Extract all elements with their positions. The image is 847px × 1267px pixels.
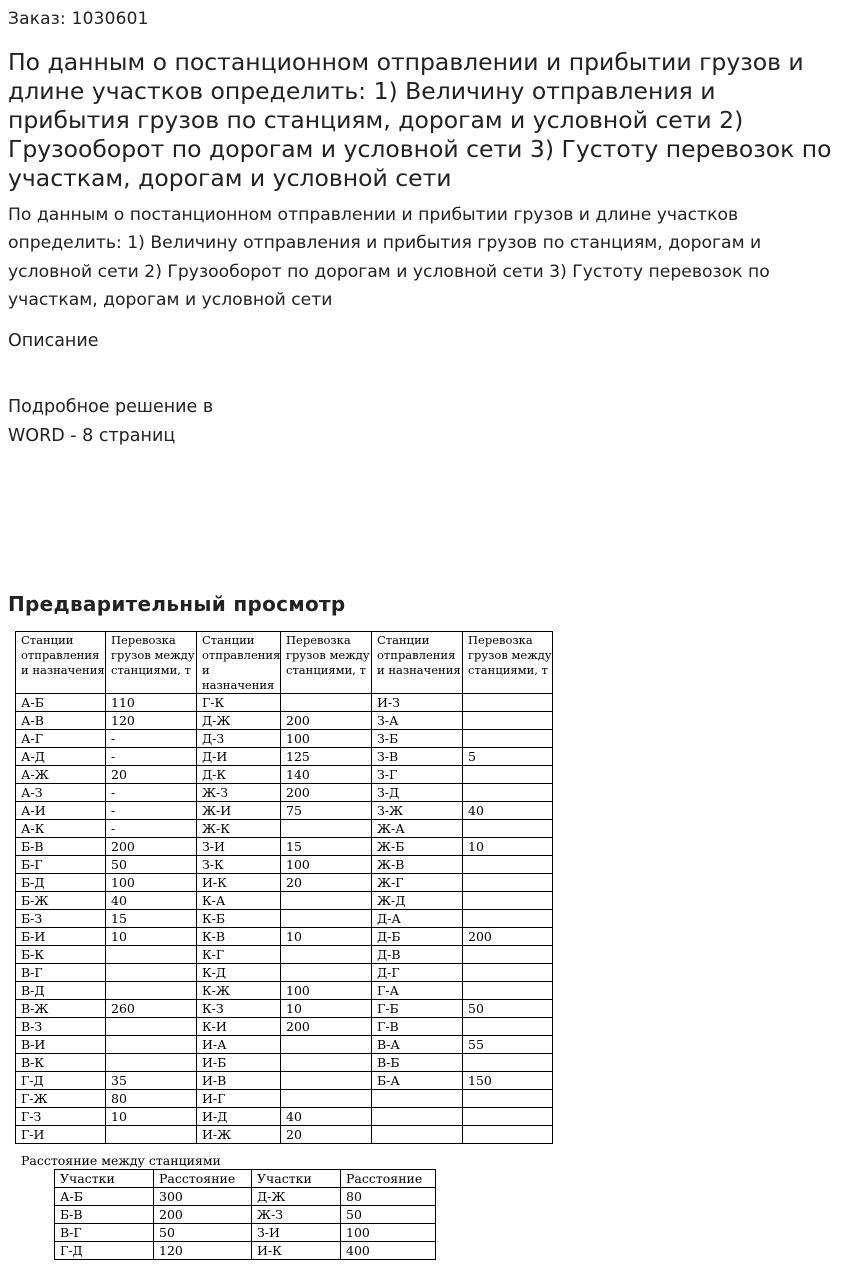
cargo-table-cell: З-В [372,748,463,766]
cargo-table-cell: - [106,802,197,820]
distance-table-cell: Г-Д [55,1242,154,1260]
cargo-table-cell: А-Г [16,730,106,748]
cargo-table-cell: Г-А [372,982,463,1000]
cargo-table-cell: 100 [281,730,372,748]
cargo-table-cell: 5 [463,748,553,766]
order-number: Заказ: 1030601 [8,9,149,29]
cargo-table-cell: - [106,730,197,748]
cargo-table-cell: И-Ж [197,1126,281,1144]
distance-table-cell: Ж-З [252,1206,341,1224]
cargo-table-cell: Ж-К [197,820,281,838]
cargo-table-cell: Г-З [16,1108,106,1126]
cargo-table-header-cell: Станции отправления и назначения [16,632,106,694]
cargo-table-cell [463,856,553,874]
cargo-table-header-cell: Перевозка грузов между станциями, т [281,632,372,694]
cargo-table-cell: А-В [16,712,106,730]
table-row [16,730,553,748]
cargo-table-cell: Д-И [197,748,281,766]
table-row [16,856,553,874]
cargo-table-header-cell: Перевозка грузов между станциями, т [106,632,197,694]
cargo-table-cell: 260 [106,1000,197,1018]
solution-line-2: WORD - 8 страниц [8,426,176,446]
table-row [16,820,553,838]
cargo-table-cell: 10 [106,1108,197,1126]
cargo-table-cell: Д-Б [372,928,463,946]
cargo-table-cell [463,874,553,892]
cargo-table-cell: 200 [281,1018,372,1036]
cargo-table-cell [281,892,372,910]
distance-table [54,1169,436,1260]
cargo-table-cell: З-И [197,838,281,856]
cargo-table-cell: 10 [463,838,553,856]
distance-table-cell: 300 [154,1188,252,1206]
distance-table-cell: Д-Ж [252,1188,341,1206]
cargo-table-cell: В-К [16,1054,106,1072]
cargo-table-cell [463,712,553,730]
cargo-table-cell [281,820,372,838]
table-row [55,1188,436,1206]
cargo-table-cell [463,766,553,784]
table-row [16,1000,553,1018]
cargo-table-header-cell: Перевозка грузов между станциями, т [463,632,553,694]
cargo-table-cell: А-З [16,784,106,802]
cargo-table-cell: Д-З [197,730,281,748]
page-title: По данным о постанционном отправлении и прибытии грузов и длине участков определить: 1) Величину отправления и прибытия грузов по станциям, дорогам и условной сети 2) Грузооборот по дорогам и условной сети 3) Густоту перевозок по участкам, дорогам и условной сети [8,48,832,192]
cargo-table-cell [463,946,553,964]
distance-table-header-cell: Расстояние [154,1170,252,1188]
table-row [16,946,553,964]
preview-heading: Предварительный просмотр [8,592,346,616]
cargo-table-cell: А-Д [16,748,106,766]
distance-table-cell: 400 [341,1242,436,1260]
cargo-table-header-cell: Станции отправления и назначения [372,632,463,694]
cargo-table-cell: 10 [281,1000,372,1018]
table-row [16,892,553,910]
cargo-table-cell: - [106,820,197,838]
distance-table-header [55,1170,436,1188]
cargo-table-cell: З-Д [372,784,463,802]
cargo-table-cell: И-Д [197,1108,281,1126]
cargo-table-cell: 140 [281,766,372,784]
cargo-table-cell: В-Ж [16,1000,106,1018]
table-row [16,694,553,712]
task-description: По данным о постанционном отправлении и прибытии грузов и длине участков определить: 1) Величину отправления и прибытия грузов по станциям, дорогам и условной сети 2) Грузооборот по дорогам и условной сети 3) Густоту перевозок по участкам, дорогам и условной сети [8,205,770,310]
cargo-table-cell: В-Б [372,1054,463,1072]
cargo-table-cell [281,964,372,982]
cargo-table-cell: 125 [281,748,372,766]
cargo-table-header-cell: Станции отправления и назначения [197,632,281,694]
cargo-table-cell: З-А [372,712,463,730]
cargo-table-cell: Ж-Д [372,892,463,910]
table-row [16,1018,553,1036]
cargo-table-cell: 20 [281,874,372,892]
solution-info [8,393,213,451]
cargo-table-cell [106,964,197,982]
table-row [16,1126,553,1144]
cargo-table-cell: Ж-З [197,784,281,802]
cargo-table-cell [463,1054,553,1072]
table-row [55,1242,436,1260]
cargo-table-cell: 150 [463,1072,553,1090]
cargo-table-cell: 10 [106,928,197,946]
cargo-table-cell: А-И [16,802,106,820]
cargo-table-cell: 15 [106,910,197,928]
cargo-table-cell: И-Б [197,1054,281,1072]
cargo-table-cell [463,1018,553,1036]
cargo-table-cell [281,1036,372,1054]
cargo-table-cell: Г-Б [372,1000,463,1018]
cargo-table-cell [463,1108,553,1126]
cargo-table-cell: И-Г [197,1090,281,1108]
cargo-table-cell: Г-Д [16,1072,106,1090]
cargo-table-cell: 100 [106,874,197,892]
cargo-table-cell [372,1108,463,1126]
cargo-table-cell: З-К [197,856,281,874]
cargo-table-cell: К-В [197,928,281,946]
cargo-table-cell: 40 [463,802,553,820]
cargo-table-cell: В-Д [16,982,106,1000]
cargo-table-cell: Ж-А [372,820,463,838]
cargo-table-cell: К-Д [197,964,281,982]
cargo-table-cell [463,784,553,802]
cargo-table-cell [463,730,553,748]
description-heading: Описание [8,331,99,351]
cargo-table-cell [106,946,197,964]
table-row [16,784,553,802]
table-row [16,766,553,784]
cargo-table-cell [372,1126,463,1144]
cargo-table-cell: З-Б [372,730,463,748]
table-row [16,1072,553,1090]
cargo-table-cell: Б-В [16,838,106,856]
cargo-table-cell: В-З [16,1018,106,1036]
distance-table-cell: И-К [252,1242,341,1260]
distance-table-cell: 50 [154,1224,252,1242]
cargo-table-cell: Б-И [16,928,106,946]
cargo-table-cell: Б-А [372,1072,463,1090]
cargo-table-cell: 40 [106,892,197,910]
cargo-table-cell [463,1126,553,1144]
cargo-table-cell: 80 [106,1090,197,1108]
cargo-table-cell: - [106,784,197,802]
table-row [16,838,553,856]
distance-table-cell: 50 [341,1206,436,1224]
cargo-table-cell [372,1090,463,1108]
cargo-table-cell: - [106,748,197,766]
cargo-table-cell [106,1036,197,1054]
table-row [16,1108,553,1126]
distance-table-cell: 200 [154,1206,252,1224]
table-row [16,874,553,892]
cargo-table-cell: В-Г [16,964,106,982]
cargo-table-cell: К-А [197,892,281,910]
cargo-table-cell [281,946,372,964]
cargo-table-cell: Д-К [197,766,281,784]
table-row [16,712,553,730]
cargo-table-cell: К-Ж [197,982,281,1000]
cargo-table-cell: 40 [281,1108,372,1126]
cargo-table-cell: К-Г [197,946,281,964]
cargo-table-cell: Ж-И [197,802,281,820]
cargo-table-cell: 100 [281,856,372,874]
cargo-table-cell: Ж-В [372,856,463,874]
distance-table-cell: 80 [341,1188,436,1206]
cargo-table-cell: Г-В [372,1018,463,1036]
cargo-table-cell [106,982,197,1000]
distance-table-cell: 120 [154,1242,252,1260]
cargo-table-cell: 20 [106,766,197,784]
cargo-table-cell: И-З [372,694,463,712]
distance-table-cell: А-Б [55,1188,154,1206]
cargo-table-cell: Б-Д [16,874,106,892]
cargo-table-cell: Б-К [16,946,106,964]
cargo-table-cell: Г-И [16,1126,106,1144]
cargo-table-cell: 15 [281,838,372,856]
cargo-table-cell [281,1072,372,1090]
cargo-table-cell: Б-Г [16,856,106,874]
table-row [16,1054,553,1072]
cargo-table-cell [463,910,553,928]
table-row [16,982,553,1000]
table-row [16,1090,553,1108]
cargo-table-cell [463,820,553,838]
cargo-table-cell [106,1054,197,1072]
cargo-table-cell: И-К [197,874,281,892]
distance-table-header-cell: Участки [252,1170,341,1188]
cargo-table-cell: 200 [281,784,372,802]
table-row [16,802,553,820]
cargo-table-cell: 50 [106,856,197,874]
distance-table-header-cell: Участки [55,1170,154,1188]
distance-table-cell: 100 [341,1224,436,1242]
table-row [55,1206,436,1224]
cargo-table-cell: 75 [281,802,372,820]
cargo-table-cell: 110 [106,694,197,712]
table-row [16,964,553,982]
cargo-table-cell [281,910,372,928]
cargo-table-cell: Б-Ж [16,892,106,910]
cargo-table-cell: Д-Г [372,964,463,982]
cargo-table-cell [463,892,553,910]
cargo-table-cell: 20 [281,1126,372,1144]
cargo-table-cell: Ж-Г [372,874,463,892]
cargo-table-cell: 55 [463,1036,553,1054]
table-row [16,748,553,766]
cargo-table-cell: К-Б [197,910,281,928]
cargo-table-cell: 200 [463,928,553,946]
cargo-table-cell: Д-В [372,946,463,964]
cargo-table-cell: 120 [106,712,197,730]
cargo-table-cell [463,982,553,1000]
cargo-table-cell: 35 [106,1072,197,1090]
table-row [16,928,553,946]
cargo-table-cell: 10 [281,928,372,946]
cargo-table-cell [106,1018,197,1036]
cargo-table-cell: А-К [16,820,106,838]
cargo-table-cell: Г-Ж [16,1090,106,1108]
cargo-table-cell: И-А [197,1036,281,1054]
cargo-table-cell: Д-А [372,910,463,928]
cargo-table-cell: 50 [463,1000,553,1018]
cargo-table [15,631,553,1144]
cargo-table-cell: В-А [372,1036,463,1054]
cargo-table-cell: 100 [281,982,372,1000]
cargo-table-cell: 200 [281,712,372,730]
distance-table-cell: З-И [252,1224,341,1242]
table-row [55,1224,436,1242]
cargo-table-cell: 200 [106,838,197,856]
cargo-table-cell: Ж-Б [372,838,463,856]
cargo-table-cell: З-Ж [372,802,463,820]
cargo-table-cell [463,1090,553,1108]
cargo-table-cell: Г-К [197,694,281,712]
distance-table-cell: Б-В [55,1206,154,1224]
distance-caption: Расстояние между станциями [21,1153,221,1168]
solution-line-1: Подробное решение в [8,397,214,417]
cargo-table-cell: А-Ж [16,766,106,784]
cargo-table-cell [281,1090,372,1108]
cargo-table-cell: В-И [16,1036,106,1054]
cargo-table-cell: К-И [197,1018,281,1036]
cargo-table-cell: Б-З [16,910,106,928]
cargo-table-cell [281,694,372,712]
cargo-table-cell: И-В [197,1072,281,1090]
table-row [16,910,553,928]
cargo-table-cell [463,964,553,982]
cargo-table-cell [106,1126,197,1144]
cargo-table-cell: Д-Ж [197,712,281,730]
cargo-table-cell: А-Б [16,694,106,712]
cargo-table-cell: К-З [197,1000,281,1018]
distance-table-header-cell: Расстояние [341,1170,436,1188]
cargo-table-cell [463,694,553,712]
distance-table-cell: В-Г [55,1224,154,1242]
cargo-table-header [16,632,553,694]
cargo-table-cell: З-Г [372,766,463,784]
table-row [16,1036,553,1054]
cargo-table-cell [281,1054,372,1072]
